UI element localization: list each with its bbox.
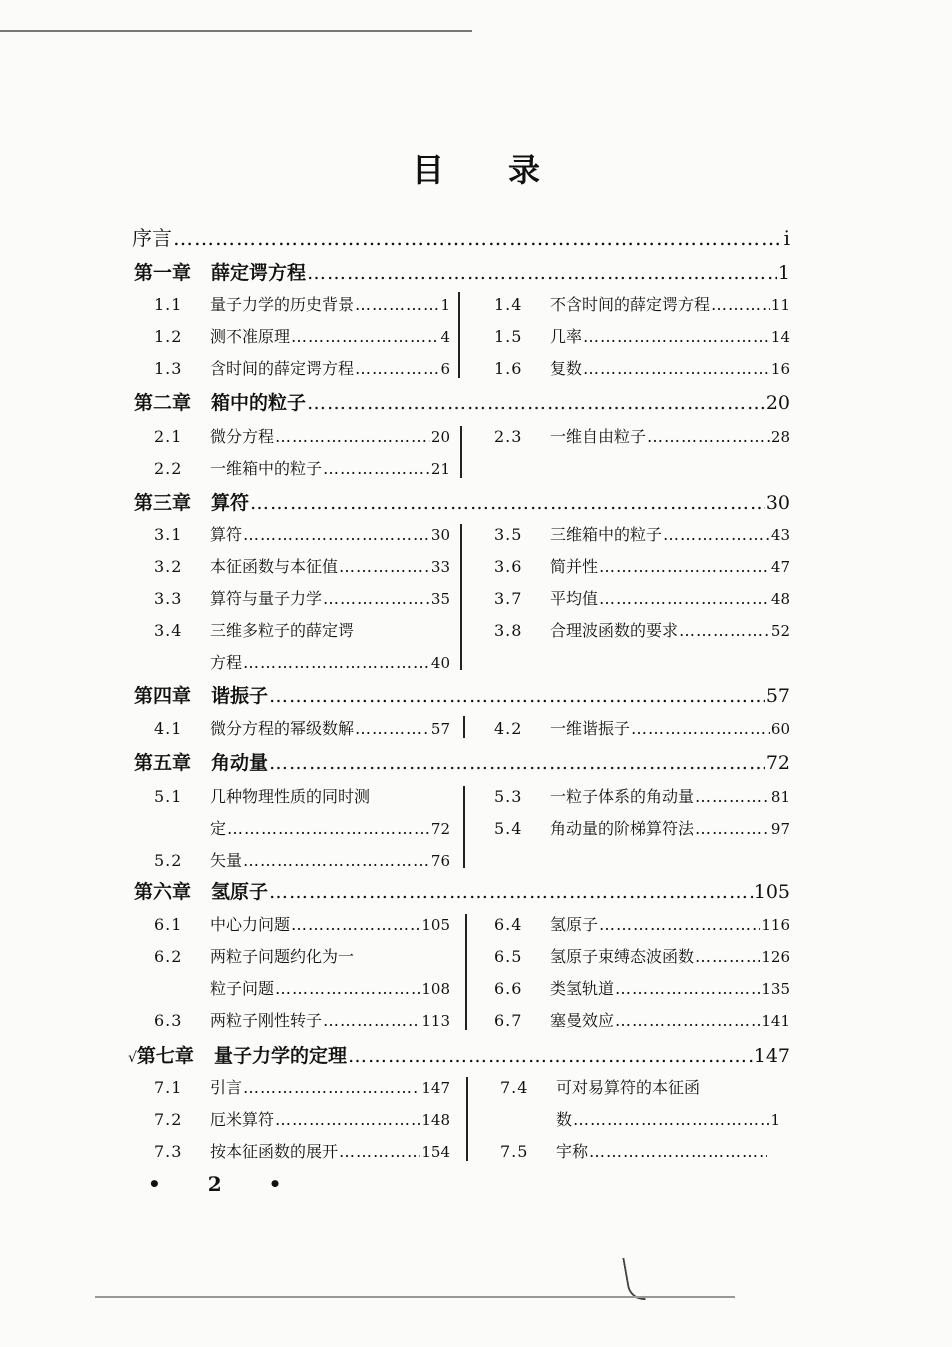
dot-leader [663,525,770,544]
toc-section-7-5[interactable] [500,1139,768,1162]
chapter-page: 57 [765,685,790,707]
section-title: 厄米算符 [210,1110,275,1129]
toc-section-7-4[interactable] [500,1075,768,1098]
section-page: 35 [430,590,450,608]
toc-section-2-1[interactable] [154,424,450,447]
section-title: 两粒子问题约化为一 [210,947,355,966]
page-title [0,145,952,191]
section-number: 3.4 [154,621,183,640]
page-number: • 2 • [148,1172,302,1196]
section-number: 5.4 [494,819,523,838]
section-page: 1 [440,296,450,314]
section-page: 48 [770,590,790,608]
column-divider [458,292,460,378]
section-page: 113 [421,1012,450,1030]
section-title: 复数 [550,359,583,378]
section-number: 3.2 [154,557,183,576]
toc-section-6-6[interactable] [494,976,790,999]
toc-section-7-4-cont[interactable] [500,1107,780,1130]
chapter-title: 角动量 [211,752,269,774]
toc-section-2-2[interactable] [154,456,450,479]
dot-leader [269,881,753,903]
dot-leader [339,557,430,576]
scan-mark [622,1258,645,1300]
toc-preface[interactable] [132,222,790,251]
toc-section-1-5[interactable] [494,324,790,347]
top-rule [0,30,472,32]
dot-leader [323,1011,420,1030]
section-title: 本征函数与本征值 [210,557,339,576]
chapter-title: 量子力学的定理 [213,1045,347,1067]
toc-chapter-7[interactable] [128,1041,790,1068]
toc-section-1-1[interactable] [154,292,450,315]
dot-leader [615,979,760,998]
chapter-number: 第一章 [134,262,192,284]
section-page: 116 [761,916,790,934]
toc-section-6-1[interactable] [154,912,450,935]
section-title: 塞曼效应 [550,1011,615,1030]
dot-leader [589,1142,767,1161]
section-page: 154 [421,1143,450,1161]
toc-section-5-3[interactable] [494,784,790,807]
section-number: 3.3 [154,589,183,608]
section-page: 72 [430,820,450,838]
dot-leader [227,819,430,838]
section-title-cont: 方程 [210,653,243,672]
dot-leader [291,327,439,346]
section-number: 3.8 [494,621,523,640]
toc-section-6-3[interactable] [154,1008,450,1031]
chapter-title: 谐振子 [211,685,269,707]
dot-leader [243,1078,420,1097]
dot-leader [615,1011,760,1030]
section-page: 76 [430,852,450,870]
preface-page: i [783,226,790,250]
section-title: 引言 [210,1078,243,1097]
section-title: 测不准原理 [210,327,291,346]
section-page: 105 [421,916,450,934]
section-number: 4.1 [154,719,183,738]
section-number: 1.5 [494,327,523,346]
section-number: 6.7 [494,1011,523,1030]
dot-leader [355,719,430,738]
section-page: 126 [761,948,790,966]
dot-leader [269,752,765,774]
dot-leader [339,1142,420,1161]
section-page: 52 [770,622,790,640]
toc-section-3-3[interactable] [154,586,450,609]
dot-leader [695,947,760,966]
section-number: 3.7 [494,589,523,608]
chapter-title: 箱中的粒子 [211,392,307,414]
dot-leader [573,1110,769,1129]
section-page: 16 [770,360,790,378]
section-number: 2.1 [154,427,183,446]
toc-section-6-2-cont[interactable] [154,976,450,999]
section-number: 3.1 [154,525,183,544]
section-title: 三维箱中的粒子 [550,525,663,544]
toc-section-2-3[interactable] [494,424,790,447]
section-number: 4.2 [494,719,523,738]
section-number: 2.3 [494,427,523,446]
section-page: 148 [421,1111,450,1129]
section-number: 3.5 [494,525,523,544]
section-number: 1.2 [154,327,183,346]
dot-leader [695,819,770,838]
section-title: 微分方程 [210,427,275,446]
section-number: 6.4 [494,915,523,934]
section-number: 6.3 [154,1011,183,1030]
section-title: 氢原子 [550,915,599,934]
toc-section-1-4[interactable] [494,292,790,315]
dot-leader [243,851,430,870]
section-number: 5.1 [154,787,183,806]
section-page: 57 [430,720,450,738]
section-page: 47 [770,558,790,576]
dot-leader [711,295,770,314]
section-title: 几率 [550,327,583,346]
section-title-cont: 定 [210,819,227,838]
section-page: 97 [770,820,790,838]
section-number: 7.5 [500,1142,529,1161]
toc-section-5-2[interactable] [154,848,450,871]
chapter-page: 147 [753,1045,790,1067]
column-divider [460,426,462,478]
chapter-number: 第四章 [134,685,192,707]
dot-leader [250,492,765,514]
toc-chapter-6[interactable] [134,877,790,904]
section-number: 5.2 [154,851,183,870]
chapter-number: 第三章 [134,492,192,514]
toc-section-7-1[interactable] [154,1075,450,1098]
section-page: 20 [430,428,450,446]
section-page: 21 [430,460,450,478]
section-title: 类氢轨道 [550,979,615,998]
section-title: 几种物理性质的同时测 [210,787,371,806]
section-title: 平均值 [550,589,599,608]
dot-leader [307,262,777,284]
dot-leader [679,621,770,640]
section-title: 算符 [210,525,243,544]
chapter-title: 算符 [211,492,250,514]
section-title: 算符与量子力学 [210,589,323,608]
toc-section-6-5[interactable] [494,944,790,967]
section-title-cont: 数 [556,1110,573,1129]
section-title: 微分方程的幂级数解 [210,719,355,738]
dot-leader [269,685,765,707]
section-title: 不含时间的薛定谔方程 [550,295,711,314]
column-divider [466,1077,468,1161]
section-title: 含时间的薛定谔方程 [210,359,355,378]
toc-section-6-7[interactable] [494,1008,790,1031]
section-number: 6.5 [494,947,523,966]
toc-chapter-5[interactable] [134,748,790,775]
column-divider [460,524,462,670]
section-page: 81 [770,788,790,806]
section-page: 28 [770,428,790,446]
dot-leader [275,427,430,446]
section-page: 33 [430,558,450,576]
toc-section-3-4-cont[interactable] [154,650,450,673]
section-number: 1.1 [154,295,183,314]
section-title: 一维箱中的粒子 [210,459,323,478]
section-title: 一维自由粒子 [550,427,647,446]
toc-chapter-4[interactable] [134,681,790,708]
bottom-rule [95,1296,735,1298]
toc-section-7-2[interactable] [154,1107,450,1130]
dot-leader [599,589,770,608]
toc-chapter-3[interactable] [134,488,790,515]
chapter-number: 第七章 [136,1045,194,1067]
section-title-cont: 粒子问题 [210,979,275,998]
section-number: 5.3 [494,787,523,806]
toc-section-3-2[interactable] [154,554,450,577]
section-page: 4 [440,328,450,346]
dot-leader [348,1045,753,1067]
chapter-page: 30 [765,492,790,514]
dot-leader [291,915,420,934]
toc-section-4-2[interactable] [494,716,790,739]
dot-leader [695,787,770,806]
chapter-page: 1 [777,262,790,284]
section-number: 1.4 [494,295,523,314]
toc-section-4-1[interactable] [154,716,450,739]
title-char-2: 录 [508,151,541,189]
check-mark: √ [128,1050,137,1066]
toc-section-1-6[interactable] [494,356,790,379]
section-title: 可对易算符的本征函 [556,1078,701,1097]
toc-section-1-3[interactable] [154,356,450,379]
toc-section-5-4[interactable] [494,816,790,839]
dot-leader [243,525,430,544]
section-title: 一粒子体系的角动量 [550,787,695,806]
section-number: 7.1 [154,1078,183,1097]
section-title: 合理波函数的要求 [550,621,679,640]
toc-section-6-4[interactable] [494,912,790,935]
toc-section-3-5[interactable] [494,522,790,545]
section-title: 两粒子刚性转子 [210,1011,323,1030]
section-title: 角动量的阶梯算符法 [550,819,695,838]
section-number: 1.6 [494,359,523,378]
dot-leader [275,1110,420,1129]
column-divider [463,716,465,738]
dot-leader [323,459,430,478]
section-page: 135 [761,980,790,998]
column-divider [463,786,465,868]
toc-chapter-2[interactable] [134,388,790,415]
chapter-page: 72 [765,752,790,774]
section-page: 108 [421,980,450,998]
dot-leader [355,359,439,378]
chapter-page: 20 [765,392,790,414]
column-divider [465,914,467,1030]
section-page: 40 [430,654,450,672]
section-title: 按本征函数的展开 [210,1142,339,1161]
section-title: 氢原子束缚态波函数 [550,947,695,966]
dot-leader [243,653,430,672]
toc-section-3-7[interactable] [494,586,790,609]
toc-section-3-8[interactable] [494,618,790,641]
title-char-1: 目 [411,151,444,189]
chapter-page: 105 [753,881,790,903]
section-number: 7.3 [154,1142,183,1161]
dot-leader [275,979,420,998]
section-title: 中心力问题 [210,915,291,934]
section-title: 量子力学的历史背景 [210,295,355,314]
chapter-number: 第六章 [134,881,192,903]
section-page: 60 [770,720,790,738]
section-title: 简并性 [550,557,599,576]
chapter-number: 第五章 [134,752,192,774]
dot-leader [323,589,430,608]
toc-section-6-2[interactable] [154,944,450,967]
dot-leader [173,226,783,250]
dot-leader [599,915,760,934]
section-number: 2.2 [154,459,183,478]
dot-leader [647,427,770,446]
section-page: 141 [761,1012,790,1030]
section-number: 1.3 [154,359,183,378]
section-page: 1 [770,1111,780,1129]
section-number: 7.4 [500,1078,529,1097]
section-title: 矢量 [210,851,243,870]
toc-section-1-2[interactable] [154,324,450,347]
section-number: 6.2 [154,947,183,966]
section-page: 30 [430,526,450,544]
section-page: 43 [770,526,790,544]
section-title: 一维谐振子 [550,719,631,738]
section-title: 三维多粒子的薛定谔 [210,621,355,640]
toc-section-3-4[interactable] [154,618,450,641]
chapter-title: 薛定谔方程 [211,262,307,284]
section-page: 14 [770,328,790,346]
preface-label: 序言 [132,226,172,250]
section-page: 11 [770,296,790,314]
dot-leader [583,359,770,378]
dot-leader [599,557,770,576]
section-number: 7.2 [154,1110,183,1129]
section-title: 宇称 [556,1142,589,1161]
chapter-title: 氢原子 [211,881,269,903]
section-number: 3.6 [494,557,523,576]
toc-section-3-6[interactable] [494,554,790,577]
toc-section-3-1[interactable] [154,522,450,545]
dot-leader [355,295,439,314]
toc-section-5-1[interactable] [154,784,450,807]
toc-section-5-1-cont[interactable] [154,816,450,839]
dot-leader [307,392,765,414]
section-number: 6.6 [494,979,523,998]
chapter-number: 第二章 [134,392,192,414]
toc-chapter-1[interactable] [134,258,790,285]
section-number: 6.1 [154,915,183,934]
toc-section-7-3[interactable] [154,1139,450,1162]
dot-leader [631,719,770,738]
section-page: 147 [421,1079,450,1097]
dot-leader [583,327,770,346]
section-page: 6 [440,360,450,378]
